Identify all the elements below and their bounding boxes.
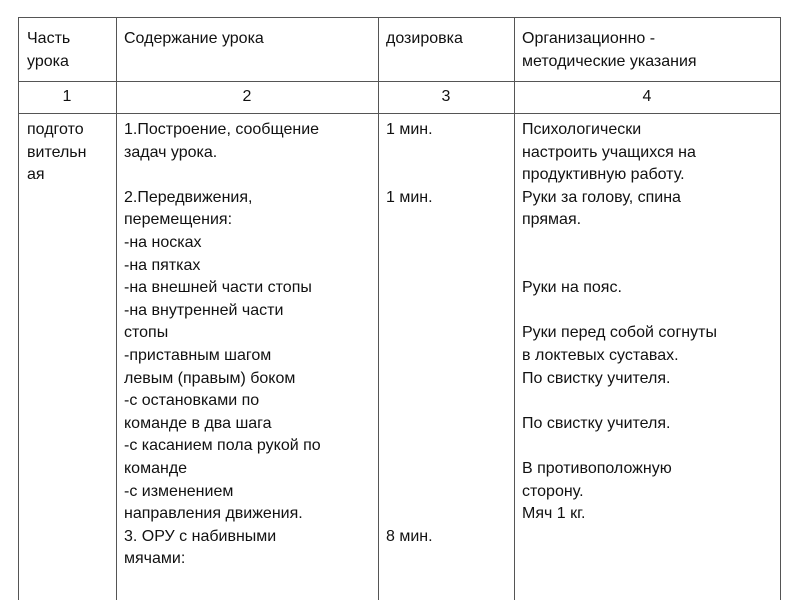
column-number-4: 4 bbox=[642, 88, 652, 105]
row-dosage: 1 мин. 1 мин. 8 мин. bbox=[386, 121, 433, 545]
header-part: Часть урока bbox=[27, 30, 71, 70]
table-border-top bbox=[18, 17, 781, 18]
row-guidelines: Психологически настроить учащихся на продуктивную работу. Руки за голову, спина прямая. Руки на пояс. Руки перед собой согнуты в локтевых суставах. По свистку учителя. По свистку учителя. В противоположную сторону. Мяч 1 кг. bbox=[522, 121, 717, 523]
header-row-divider bbox=[18, 81, 781, 82]
row-part: подгото вительн ая bbox=[27, 121, 87, 184]
header-content: Содержание урока bbox=[124, 30, 264, 47]
table-border-right bbox=[780, 17, 781, 600]
column-number-1: 1 bbox=[62, 88, 72, 105]
header-dosage: дозировка bbox=[386, 30, 463, 47]
row-content: 1.Построение, сообщение задач урока. 2.Передвижения, перемещения: -на носках -на пятках -на внешней части стопы -на внутренней части стопы -приставным шагом левым (правым) боком -с остановками по команде в два шага -с касанием пола рукой по команде -с изменением направления движения. 3. ОРУ с набивными мячами: bbox=[124, 121, 321, 568]
column-number-3: 3 bbox=[441, 88, 451, 105]
header-guidelines: Организационно - методические указания bbox=[522, 30, 697, 70]
column-number-2: 2 bbox=[242, 88, 252, 105]
number-row-divider bbox=[18, 113, 781, 114]
